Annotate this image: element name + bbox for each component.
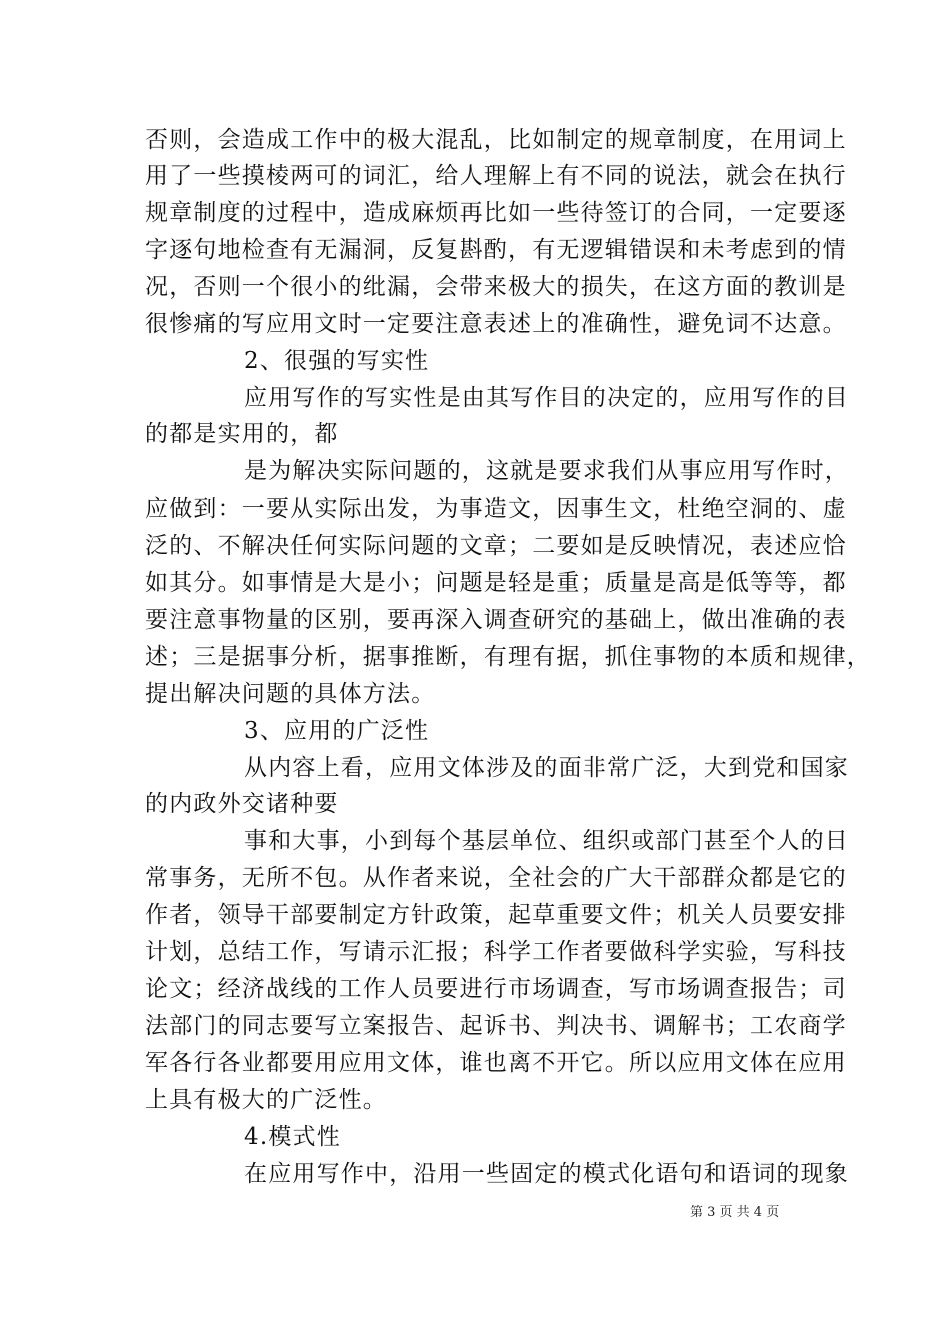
text-line: 况，否则一个很小的纰漏，会带来极大的损失，在这方面的教训是 (145, 274, 847, 300)
text-line: 规章制度的过程中，造成麻烦再比如一些待签订的合同，一定要逐 (145, 200, 847, 226)
section-heading: 2、很强的写实性 (244, 348, 430, 374)
paragraph-start-line: 在应用写作中，沿用一些固定的模式化语句和语词的现象 (244, 1161, 849, 1187)
text-line: 很惨痛的写应用文时一定要注意表述上的准确性，避免词不达意。 (145, 311, 847, 337)
text-line: 法部门的同志要写立案报告、起诉书、判决书、调解书；工农商学 (145, 1013, 847, 1039)
paragraph-start-line: 是为解决实际问题的，这就是要求我们从事应用写作时， (244, 458, 849, 484)
text-line: 的内政外交诸种要 (145, 791, 339, 817)
text-line: 常事务，无所不包。从作者来说，全社会的广大干部群众都是它的 (145, 865, 847, 891)
text-line: 泛的、不解决任何实际问题的文章；二要如是反映情况，表述应恰 (145, 533, 847, 559)
paragraph-start-line: 从内容上看，应用文体涉及的面非常广泛，大到党和国家 (244, 755, 849, 781)
text-line: 否则，会造成工作中的极大混乱，比如制定的规章制度，在用词上 (145, 127, 847, 153)
text-line: 军各行各业都要用应用文体，谁也离不开它。所以应用文体在应用 (145, 1050, 847, 1076)
text-line: 应做到：一要从实际出发，为事造文，因事生文，杜绝空洞的、虚 (145, 496, 847, 522)
paragraph-start-line: 事和大事，小到每个基层单位、组织或部门甚至个人的日 (244, 828, 849, 854)
text-line: 字逐句地检查有无漏洞，反复斟酌，有无逻辑错误和未考虑到的情 (145, 237, 847, 263)
section-heading: 3、应用的广泛性 (244, 718, 430, 744)
text-line: 要注意事物量的区别，要再深入调查研究的基础上，做出准确的表 (145, 607, 847, 633)
page-number: 第 3 页 共 4 页 (690, 1205, 780, 1220)
text-line: 作者，领导干部要制定方针政策，起草重要文件；机关人员要安排 (145, 902, 847, 928)
text-line: 上具有极大的广泛性。 (145, 1087, 387, 1113)
text-line: 如其分。如事情是大是小；问题是轻是重；质量是高是低等等，都 (145, 570, 847, 596)
section-heading: 4.模式性 (244, 1124, 341, 1150)
paragraph-start-line: 应用写作的写实性是由其写作目的决定的，应用写作的目 (244, 385, 849, 411)
text-line: 用了一些摸棱两可的词汇，给人理解上有不同的说法，就会在执行 (145, 163, 847, 189)
text-line: 计划，总结工作，写请示汇报；科学工作者要做科学实验，写科技 (145, 939, 847, 965)
text-line: 提出解决问题的具体方法。 (145, 681, 436, 707)
text-line: 论文；经济战线的工作人员要进行市场调查，写市场调查报告；司 (145, 976, 847, 1002)
text-line: 述；三是据事分析，据事推断，有理有据，抓住事物的本质和规律， (145, 644, 871, 670)
text-line: 的都是实用的，都 (145, 421, 339, 447)
